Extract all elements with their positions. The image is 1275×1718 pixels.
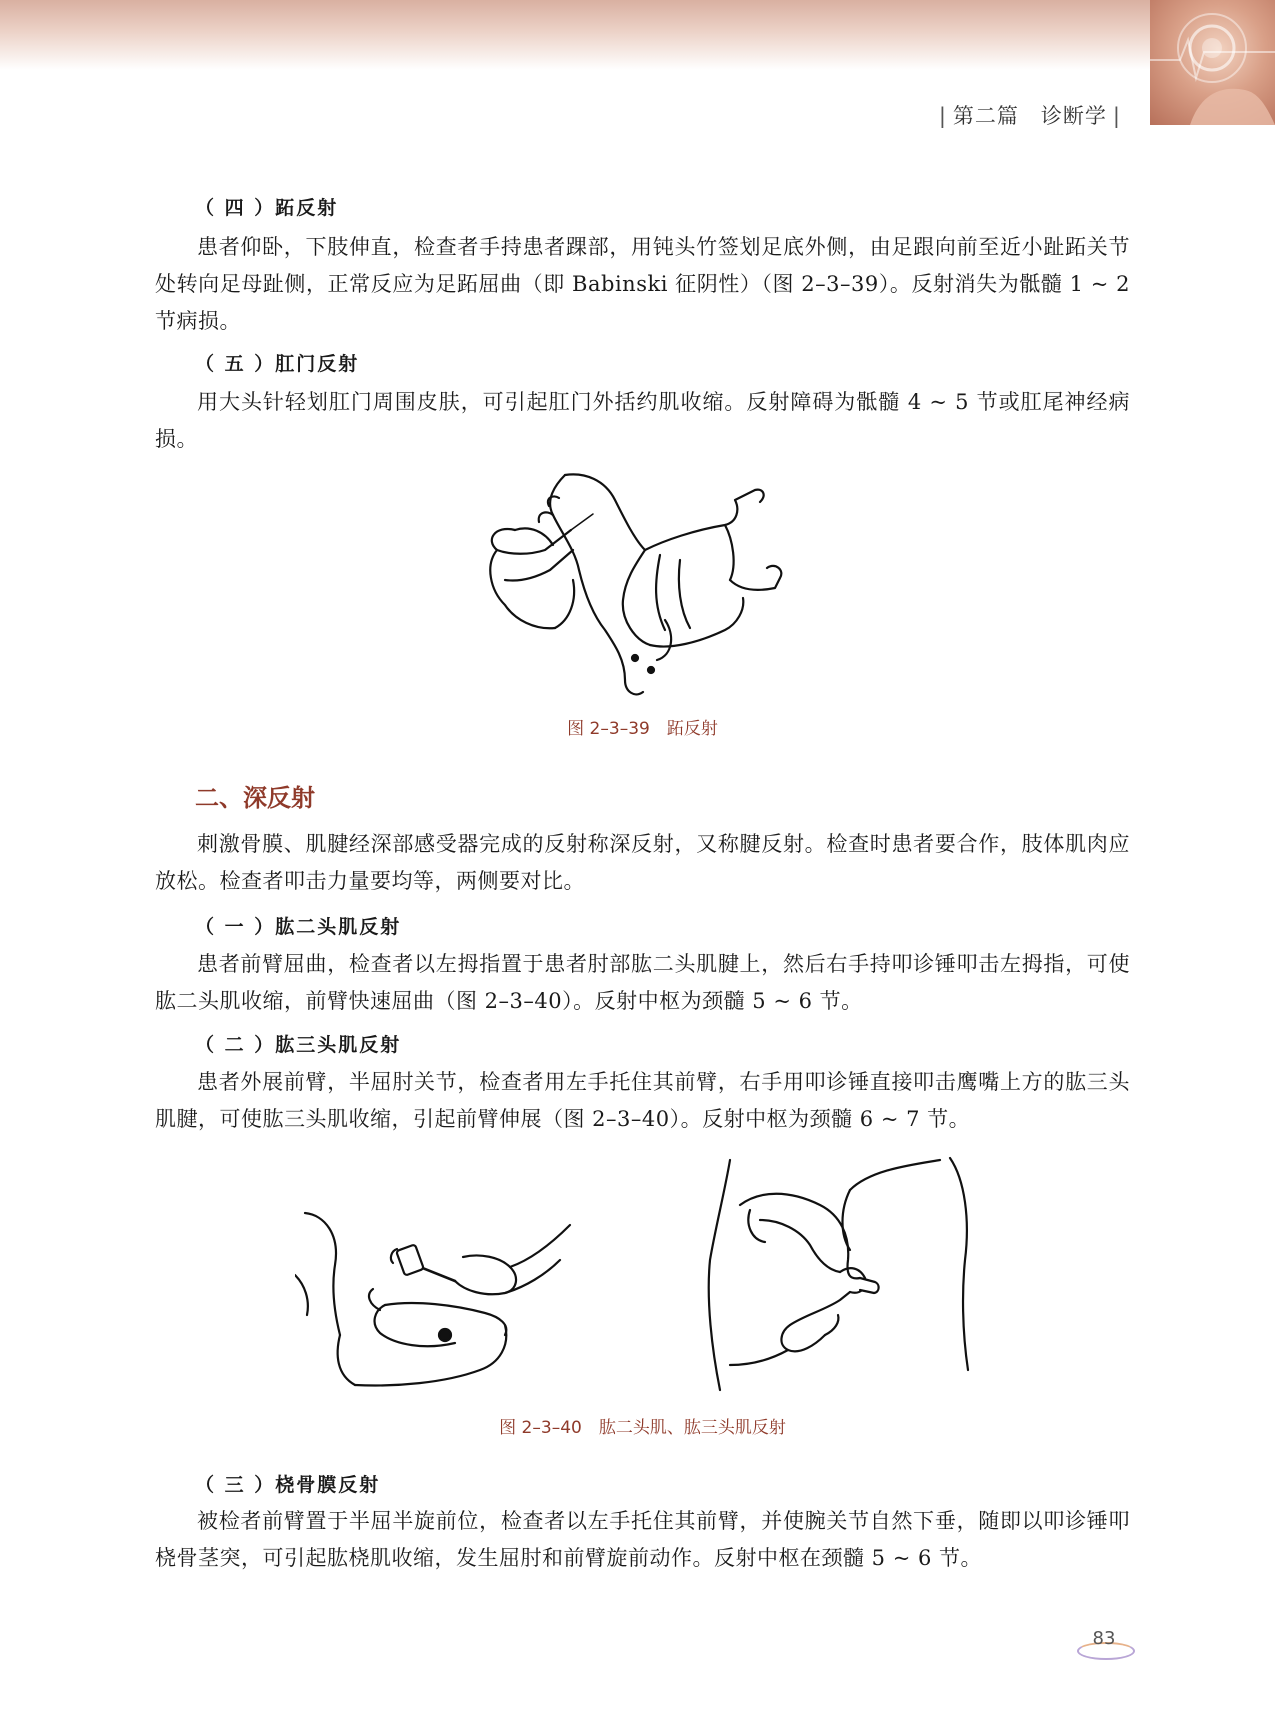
paragraph-radial-reflex: 被检者前臂置于半屈半旋前位，检查者以左手托住其前臂，并使腕关节自然下垂，随即以叩诊锤叩桡骨茎突，可引起肱桡肌收缩，发生屈肘和前臂旋前动作。反射中枢在颈髓 5 ~ 6 节。: [155, 1509, 1130, 1570]
stethoscope-illustration-icon: [1150, 0, 1275, 125]
header-divider: |: [938, 104, 947, 128]
paragraph-anal-reflex: 用大头针轻划肛门周围皮肤，可引起肛门外括约肌收缩。反射障碍为骶髓 4 ~ 5 节或肛尾神经病损。: [155, 390, 1130, 451]
subsection-title-triceps-reflex: （ 二 ）肱三头肌反射: [195, 1034, 402, 1056]
plantar-reflex-figure: [475, 470, 815, 702]
chapter-header: [933, 100, 1127, 130]
header-band: [0, 0, 1275, 70]
page-number: 83: [1075, 1628, 1133, 1664]
figure-caption-2: 图 2–3–40 肱二头肌、肱三头肌反射: [499, 1418, 786, 1438]
subsection-title-biceps-reflex: （ 一 ）肱二头肌反射: [195, 916, 402, 938]
chapter-title: 第二篇 诊断学: [952, 104, 1107, 128]
subsection-title-anal-reflex: （ 五 ）肛门反射: [195, 353, 360, 375]
paragraph-deep-reflex: 刺激骨膜、肌腱经深部感受器完成的反射称深反射，又称腱反射。检查时患者要合作，肢体肌肉应放松。检查者叩击力量要均等，两侧要对比。: [155, 832, 1130, 893]
biceps-reflex-figure: [295, 1205, 585, 1395]
figure-caption-1: 图 2–3–39 跖反射: [567, 719, 718, 739]
section-heading-deep-reflex: 二、深反射: [195, 784, 315, 812]
triceps-reflex-figure: [700, 1150, 990, 1395]
subsection-title-toe-reflex: （ 四 ）跖反射: [195, 197, 339, 219]
header-divider: |: [1112, 104, 1121, 128]
paragraph-biceps-reflex: 患者前臂屈曲，检查者以左拇指置于患者肘部肱二头肌腱上，然后右手持叩诊锤叩击左拇指，可使肱二头肌收缩，前臂快速屈曲（图 2–3–40）。反射中枢为颈髓 5 ~ 6 节。: [155, 952, 1130, 1013]
paragraph-toe-reflex: 患者仰卧，下肢伸直，检查者手持患者踝部，用钝头竹签划足底外侧，由足跟向前至近小趾跖关节处转向足母趾侧，正常反应为足跖屈曲（即 Babinski 征阴性）（图 2–3–39）。反射消失为骶髓 1 ~ 2 节病损。: [155, 235, 1130, 333]
subsection-title-radial-reflex: （ 三 ）桡骨膜反射: [195, 1474, 381, 1496]
paragraph-triceps-reflex: 患者外展前臂，半屈肘关节，检查者用左手托住其前臂，右手用叩诊锤直接叩击鹰嘴上方的肱三头肌腱，可使肱三头肌收缩，引起前臂伸展（图 2–3–40）。反射中枢为颈髓 6 ~ 7 节。: [155, 1070, 1130, 1131]
